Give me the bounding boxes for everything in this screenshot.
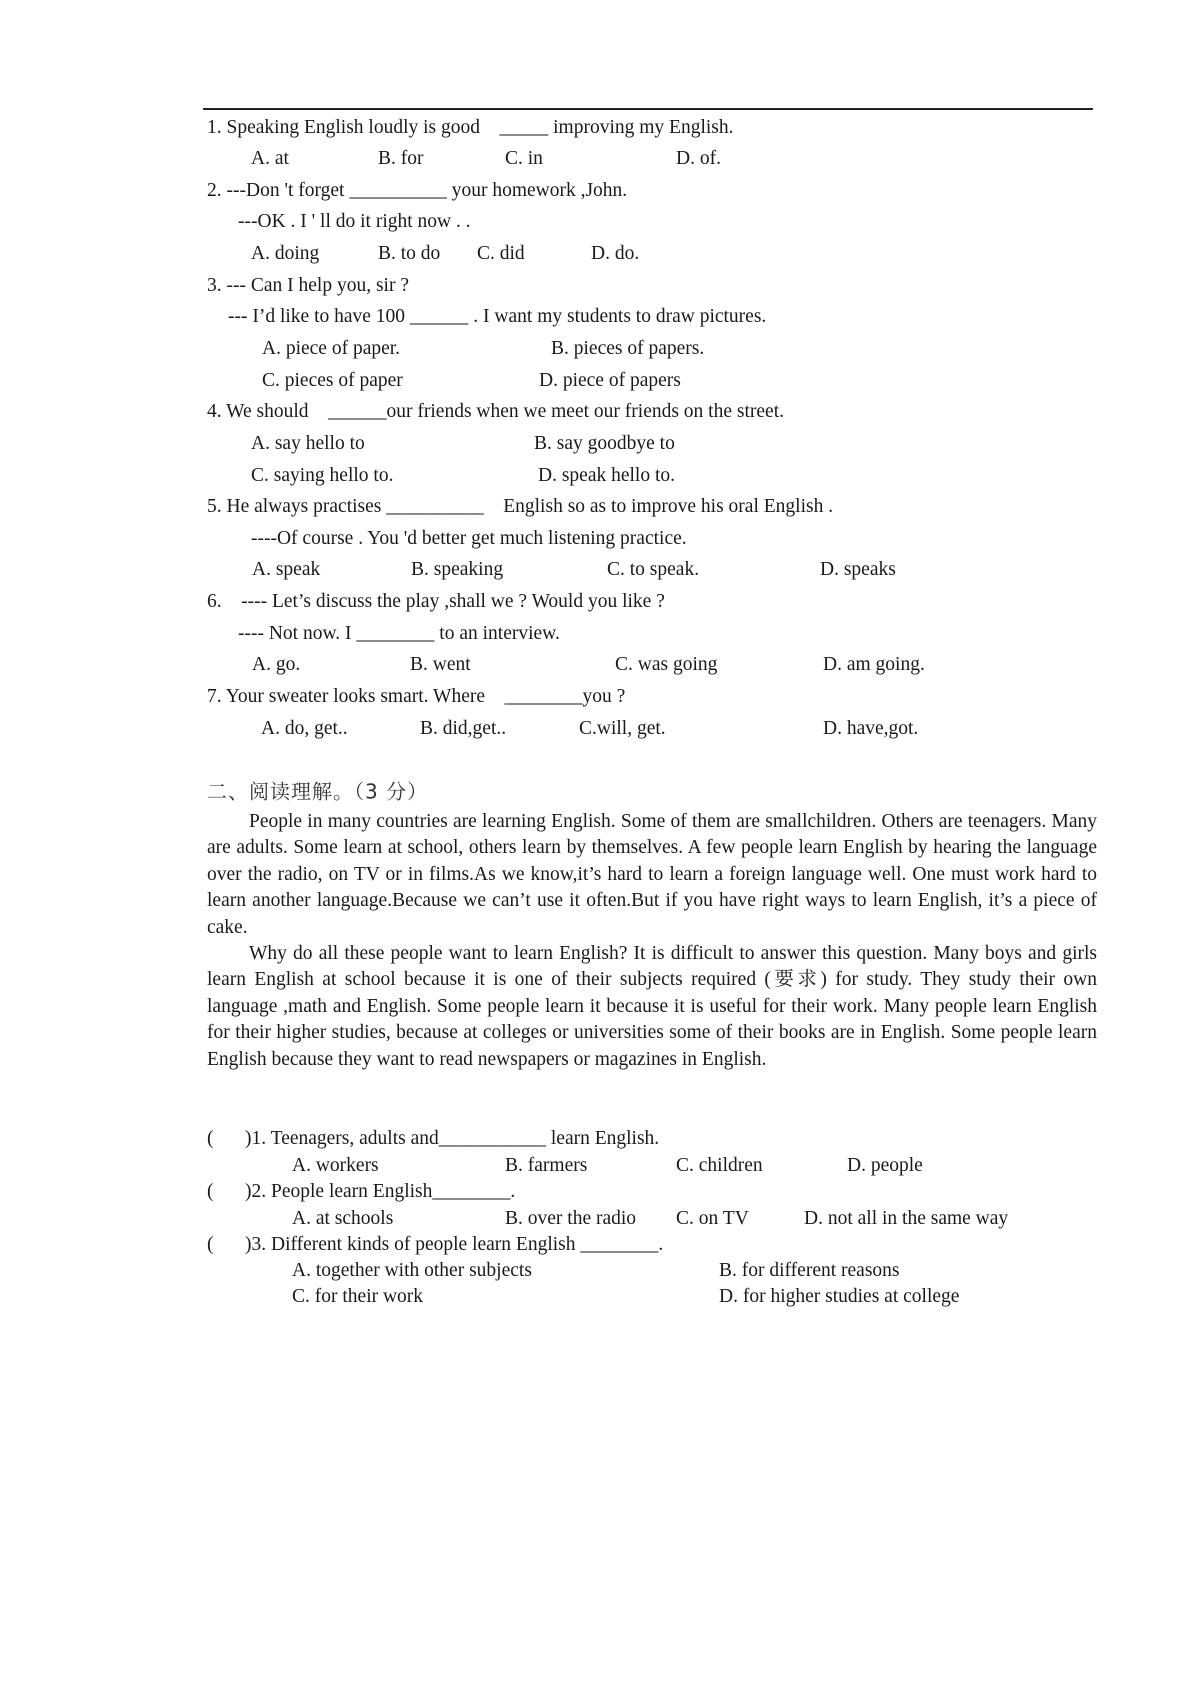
option-b: B. farmers (505, 1155, 588, 1176)
option-a: A. go. (252, 654, 301, 675)
option-c: C. in (505, 148, 543, 169)
option-c: C. saying hello to. (251, 465, 394, 486)
option-a: A. speak (252, 559, 321, 580)
question-stem: )3. Different kinds of people learn English ________. (245, 1234, 664, 1255)
option-c: C. did (477, 243, 525, 264)
option-b: B. for different reasons (719, 1260, 900, 1281)
option-b: B. say goodbye to (534, 433, 675, 454)
option-c: C. pieces of paper (262, 370, 403, 391)
question-stem: 7. Your sweater looks smart. Where ________you ? (207, 686, 626, 707)
option-a: A. workers (292, 1155, 379, 1176)
option-a: A. together with other subjects (292, 1260, 532, 1281)
answer-bracket: ( (207, 1128, 214, 1149)
answer-bracket: ( (207, 1181, 214, 1202)
question-stem: 4. We should ______our friends when we meet our friends on the street. (207, 401, 784, 422)
option-b: B. for (378, 148, 424, 169)
option-b: B. speaking (411, 559, 504, 580)
option-d: D. speaks (820, 559, 896, 580)
question-reply: ---- Not now. I ________ to an interview. (238, 623, 560, 644)
passage-paragraph-1 (207, 809, 1097, 941)
passage-paragraph-2: Why do all these people want to learn English? It is difficult to answer this question. Many boys and girls learn English at school because it is one of their subjects required (要求) for study. They study their own language ,math and English. Some people learn it because it is useful for their work. Many people learn English for their higher studies, because at colleges or universities some of their books are in English. Some people learn English because they want to read newspapers or magazines in English. (207, 943, 1097, 1070)
option-c: C. children (676, 1155, 763, 1176)
option-d: D. not all in the same way (804, 1208, 1009, 1229)
question-reply: ----Of course . You 'd better get much listening practice. (251, 528, 687, 549)
option-a: A. say hello to (251, 433, 365, 454)
option-a: A. doing (251, 243, 320, 264)
option-d: D. people (847, 1155, 923, 1176)
option-c: C. was going (615, 654, 718, 675)
question-stem: 1. Speaking English loudly is good _____ improving my English. (207, 117, 734, 138)
option-c: C. for their work (292, 1286, 424, 1307)
passage-text: People in many countries are learning English. Some of them are small (249, 811, 808, 832)
question-stem: 5. He always practises __________ English so as to improve his oral English . (207, 496, 834, 517)
question-stem: 3. --- Can I help you, sir ? (207, 275, 409, 296)
option-d: D. am going. (823, 654, 925, 675)
question-stem: )1. Teenagers, adults and___________ learn English. (245, 1128, 660, 1149)
question-reply: ---OK . I ' ll do it right now . . (238, 211, 471, 232)
option-d: D. for higher studies at college (719, 1286, 960, 1307)
question-stem: 6. ---- Let’s discuss the play ,shall we ? Would you like ? (207, 591, 665, 612)
option-d: D. speak hello to. (538, 465, 676, 486)
option-d: D. do. (591, 243, 640, 264)
header-rule (203, 108, 1093, 110)
question-reply: --- I’d like to have 100 ______ . I want my students to draw pictures. (228, 306, 767, 327)
option-a: A. at schools (292, 1208, 394, 1229)
question-stem: 2. ---Don 't forget __________ your homework ,John. (207, 180, 628, 201)
option-c: C.will, get. (579, 718, 666, 739)
option-b: B. to do (378, 243, 441, 264)
option-d: D. piece of papers (539, 370, 681, 391)
option-a: A. do, get.. (261, 718, 348, 739)
passage-text: children. Others are teenagers. Many are adults. Some learn at school, others learn by themselves. A few people learn English by hearing the language over the radio, on TV or in films.As we know,it’s hard to learn a foreign language well. One must work hard to learn another language.Because we can’t use it often.But if you have right ways to learn English, it’s a piece of cake. (207, 811, 1097, 938)
option-b: B. over the radio (505, 1208, 637, 1229)
option-a: A. piece of paper. (262, 338, 401, 359)
question-stem: )2. People learn English________. (245, 1181, 516, 1202)
option-c: C. to speak. (607, 559, 700, 580)
option-b: B. did,get.. (420, 718, 507, 739)
answer-bracket: ( (207, 1234, 214, 1255)
option-c: C. on TV (676, 1208, 749, 1229)
option-d: D. have,got. (823, 718, 919, 739)
option-d: D. of. (676, 148, 721, 169)
option-b: B. pieces of papers. (551, 338, 705, 359)
section-heading: 二、阅读理解。（3 分） (207, 779, 429, 804)
option-a: A. at (251, 148, 289, 169)
option-b: B. went (410, 654, 471, 675)
